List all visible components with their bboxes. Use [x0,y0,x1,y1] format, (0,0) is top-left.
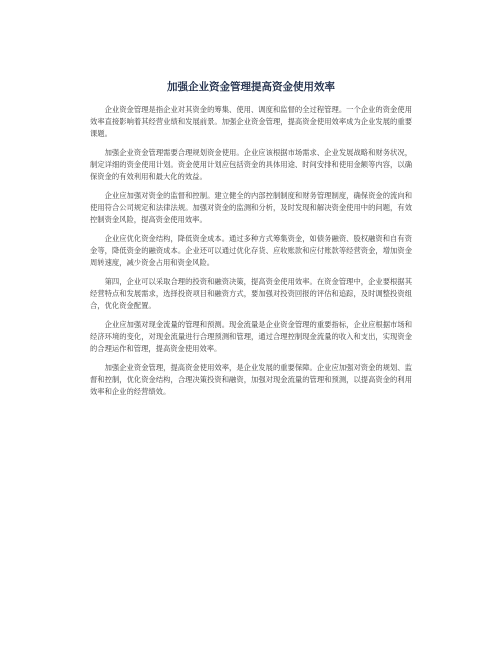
document-title: 加强企业资金管理提高资金使用效率 [167,81,335,93]
paragraph-5: 第四，企业可以采取合理的投资和融资决策，提高资金使用效率。在资金管理中，企业要根据其经营特点和发展需求，选择投资项目和融资方式，要加强对投资回报的评估和追踪，及时调整投资组合，优化资金配置。 [90,277,412,310]
paragraph-4: 企业应优化资金结构，降低资金成本。通过多种方式筹集资金，如债务融资、股权融资和自有资金等，降低资金的融资成本。企业还可以通过优化存货、应收账款和应付账款等经营资金，增加资金周转速度，减少资金占用和资金风险。 [90,234,412,267]
paragraph-7: 加强企业资金管理，提高资金使用效率，是企业发展的重要保障。企业应加强对资金的规划、监督和控制，优化资金结构，合理决策投资和融资，加强对现金流量的管理和预测，以提高资金的利用效率和企业的经营绩效。 [90,363,412,396]
paragraph-3: 企业应加强对资金的监督和控制。建立健全的内部控制制度和财务管理制度，确保资金的流向和使用符合公司规定和法律法规。加强对资金的监测和分析，及时发现和解决资金使用中的问题，有效控制资金风险，提高资金使用效率。 [90,191,412,224]
paragraph-6: 企业应加强对现金流量的管理和预测。现金流量是企业资金管理的重要指标，企业应根据市场和经济环境的变化，对现金流量进行合理预测和管理，通过合理控制现金流量的收入和支出，实现资金的合理运作和管理，提高资金使用效率。 [90,320,412,353]
document-page [90,80,412,405]
paragraph-2: 加强企业资金管理需要合理规划资金使用。企业应该根据市场需求、企业发展战略和财务状况，制定详细的资金使用计划。资金使用计划应包括资金的具体用途、时间安排和使用金额等内容，以确保资金的有效利用和最大化的效益。 [90,148,412,181]
paragraph-1: 企业资金管理是指企业对其资金的筹集、使用、调度和监督的全过程管理。一个企业的资金使用效率直接影响着其经营业绩和发展前景。加强企业资金管理，提高资金使用效率成为企业发展的重要课题。 [90,105,412,138]
